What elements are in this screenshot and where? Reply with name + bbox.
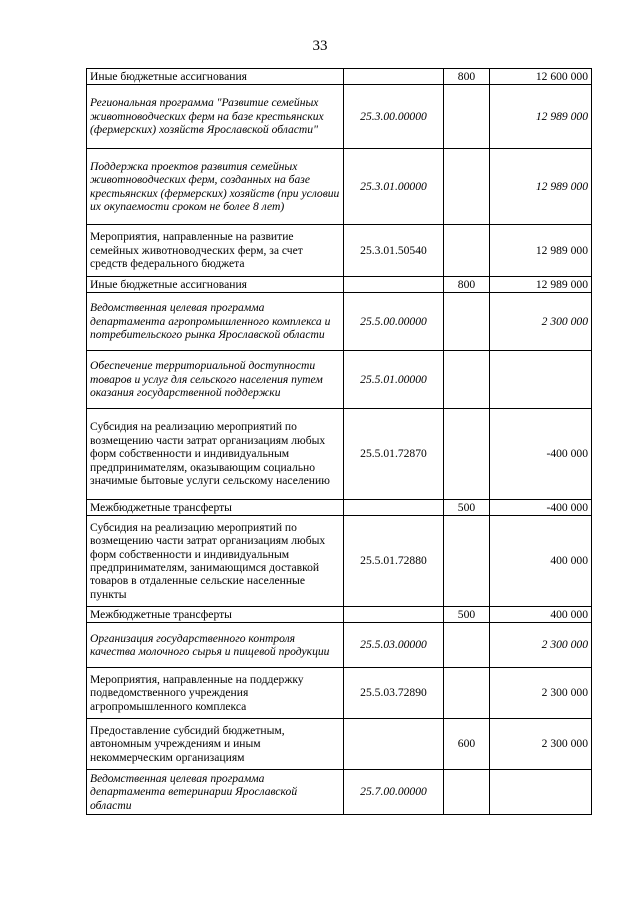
row-name-cell: Межбюджетные трансферты [87, 607, 344, 623]
row-name-cell: Мероприятия, направленные на развитие семейных животноводческих ферм, за счет средств федерального бюджета [87, 225, 344, 277]
row-type-cell: 600 [444, 719, 490, 770]
row-type-cell [444, 770, 490, 815]
row-code-cell: 25.3.01.00000 [344, 149, 444, 225]
row-sum-cell: 2 300 000 [490, 719, 592, 770]
row-name-cell: Иные бюджетные ассигнования [87, 69, 344, 85]
table-row [87, 85, 592, 149]
row-name-cell: Мероприятия, направленные на поддержку подведомственного учреждения агропромышленного комплекса [87, 668, 344, 719]
row-sum-cell: 12 600 000 [490, 69, 592, 85]
table-row [87, 225, 592, 277]
row-sum-cell: 400 000 [490, 607, 592, 623]
row-code-cell [344, 607, 444, 623]
table-row [87, 607, 592, 623]
row-name-cell: Субсидия на реализацию мероприятий по возмещению части затрат организациям любых форм собственности и индивидуальным предпринимателям, занимающимся доставкой товаров в отдаленные сельские населенные пункты [87, 516, 344, 607]
row-type-cell [444, 85, 490, 149]
table-row [87, 500, 592, 516]
row-name-cell: Региональная программа "Развитие семейных животноводческих ферм на базе крестьянских (фермерских) хозяйств Ярославской области" [87, 85, 344, 149]
row-type-cell [444, 351, 490, 409]
row-sum-cell [490, 770, 592, 815]
table-row [87, 516, 592, 607]
table-row [87, 149, 592, 225]
row-type-cell [444, 516, 490, 607]
row-type-cell [444, 668, 490, 719]
row-name-cell: Поддержка проектов развития семейных животноводческих ферм, созданных на базе крестьянских (фермерских) хозяйств (при условии их окупаемости сроком не более 8 лет) [87, 149, 344, 225]
row-sum-cell: 12 989 000 [490, 277, 592, 293]
row-type-cell: 500 [444, 607, 490, 623]
row-type-cell [444, 293, 490, 351]
row-code-cell [344, 277, 444, 293]
row-name-cell: Предоставление субсидий бюджетным, автономным учреждениям и иным некоммерческим организациям [87, 719, 344, 770]
row-type-cell [444, 409, 490, 500]
table-row [87, 69, 592, 85]
row-sum-cell: 2 300 000 [490, 293, 592, 351]
row-sum-cell: 12 989 000 [490, 149, 592, 225]
row-code-cell: 25.5.00.00000 [344, 293, 444, 351]
row-type-cell: 800 [444, 277, 490, 293]
row-code-cell: 25.3.01.50540 [344, 225, 444, 277]
row-type-cell: 500 [444, 500, 490, 516]
table-row [87, 409, 592, 500]
table-row [87, 623, 592, 668]
row-code-cell: 25.5.03.00000 [344, 623, 444, 668]
table-row [87, 668, 592, 719]
row-code-cell: 25.3.00.00000 [344, 85, 444, 149]
row-sum-cell: 12 989 000 [490, 225, 592, 277]
row-name-cell: Организация государственного контроля качества молочного сырья и пищевой продукции [87, 623, 344, 668]
row-code-cell: 25.5.01.72880 [344, 516, 444, 607]
row-sum-cell [490, 351, 592, 409]
budget-table [86, 68, 592, 815]
row-name-cell: Ведомственная целевая программа департамента агропромышленного комплекса и потребительского рынка Ярославской области [87, 293, 344, 351]
row-code-cell [344, 69, 444, 85]
row-type-cell [444, 225, 490, 277]
page-number: 33 [312, 38, 328, 54]
table-row [87, 770, 592, 815]
row-code-cell: 25.7.00.00000 [344, 770, 444, 815]
table-row [87, 351, 592, 409]
row-name-cell: Межбюджетные трансферты [87, 500, 344, 516]
row-sum-cell: 12 989 000 [490, 85, 592, 149]
row-sum-cell: 2 300 000 [490, 623, 592, 668]
row-name-cell: Субсидия на реализацию мероприятий по возмещению части затрат организациям любых форм собственности и индивидуальным предпринимателям, оказывающим социально значимые бытовые услуги сельскому населению [87, 409, 344, 500]
row-type-cell [444, 149, 490, 225]
row-code-cell: 25.5.01.72870 [344, 409, 444, 500]
row-code-cell [344, 500, 444, 516]
row-type-cell [444, 623, 490, 668]
table-row [87, 277, 592, 293]
row-name-cell: Иные бюджетные ассигнования [87, 277, 344, 293]
row-code-cell: 25.5.03.72890 [344, 668, 444, 719]
row-sum-cell: -400 000 [490, 500, 592, 516]
row-sum-cell: 400 000 [490, 516, 592, 607]
row-code-cell: 25.5.01.00000 [344, 351, 444, 409]
row-sum-cell: -400 000 [490, 409, 592, 500]
table-row [87, 293, 592, 351]
row-name-cell: Ведомственная целевая программа департамента ветеринарии Ярославской области [87, 770, 344, 815]
row-sum-cell: 2 300 000 [490, 668, 592, 719]
row-name-cell: Обеспечение территориальной доступности товаров и услуг для сельского населения путем оказания государственной поддержки [87, 351, 344, 409]
table-row [87, 719, 592, 770]
row-type-cell: 800 [444, 69, 490, 85]
row-code-cell [344, 719, 444, 770]
